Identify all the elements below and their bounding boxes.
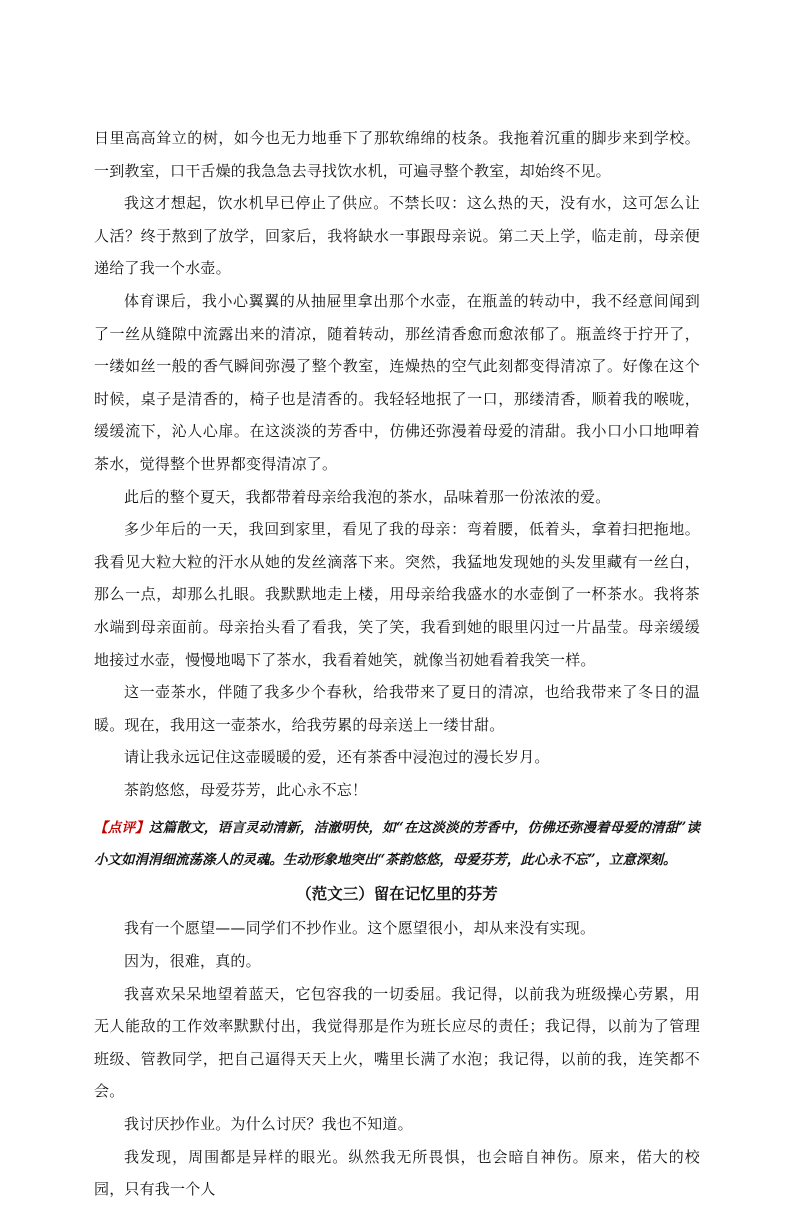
paragraph: 因为，很难，真的。 xyxy=(124,952,261,971)
paragraph: 我喜欢呆呆地望着蓝天，它包容我的一切委屈。我记得，以前我为班级操心劳累，用无人能敌的工作效率默默付出，我觉得那是作为班长应尽的责任；我记得，以前为了管理班级、管教同学，把自己逼得天天上火，嘴里长满了水泡；我记得，以前的我，连笑都不会。 xyxy=(94,984,700,1101)
paragraph: 日里高高耸立的树，如今也无力地垂下了那软绵绵的枝条。我拖着沉重的脚步来到学校。一到教室，口干舌燥的我急急去寻找饮水机，可遍寻整个教室，却始终不见。 xyxy=(94,129,700,180)
commentary-text: 这篇散文，语言灵动清新，洁澈明快，如“在这淡淡的芳香中，仿佛还弥漫着母爱的清甜”读小文如涓涓细流荡涤人的灵魂。生动形象地突出“茶韵悠悠，母爱芬芳，此心永不忘”，立意深刻。 xyxy=(94,820,700,869)
commentary-tag: 【点评】 xyxy=(94,820,149,837)
paragraph: 此后的整个夏天，我都带着母亲给我泡的茶水，品味着那一份浓浓的爱。 xyxy=(124,487,611,506)
section-title: （范文三）留在记忆里的芬芳 xyxy=(296,885,498,904)
commentary xyxy=(94,812,700,876)
paragraph: 我这才想起，饮水机早已停止了供应。不禁长叹：这么热的天，没有水，这可怎么让人活？终于熬到了放学，回家后，我将缺水一事跟母亲说。第二天上学，临走前，母亲便递给了我一个水壶。 xyxy=(94,194,700,278)
paragraph: 我发现，周围都是异样的眼光。纵然我无所畏惧，也会暗自神伤。原来，偌大的校园，只有我一个人 xyxy=(94,1147,700,1199)
paragraph: 体育课后，我小心翼翼的从抽屉里拿出那个水壶，在瓶盖的转动中，我不经意间闻到了一丝从缝隙中流露出来的清凉，随着转动，那丝清香愈而愈浓郁了。瓶盖终于拧开了，一缕如丝一般的香气瞬间弥漫了整个教室，连燥热的空气此刻都变得清凉了。好像在这个时候，桌子是清香的，椅子也是清香的。我轻轻地抿了一口，那缕清香，顺着我的喉咙，缓缓流下，沁人心扉。在这淡淡的芳香中，仿佛还弥漫着母爱的清甜。我小口小口地呷着茶水，觉得整个世界都变得清凉了。 xyxy=(94,291,700,473)
paragraph: 多少年后的一天，我回到家里，看见了我的母亲：弯着腰，低着头，拿着扫把拖地。我看见大粒大粒的汗水从她的发丝滴落下来。突然，我猛地发现她的头发里藏有一丝白，那么一点，却那么扎眼。我默默地走上楼，用母亲给我盛水的水壶倒了一杯茶水。我将茶水端到母亲面前。母亲抬头看了看我，笑了笑，我看到她的眼里闪过一片晶莹。母亲缓缓地接过水壶，慢慢地喝下了茶水，我看着她笑，就像当初她看着我笑一样。 xyxy=(94,520,700,669)
paragraph: 这一壶茶水，伴随了我多少个春秋，给我带来了夏日的清凉，也给我带来了冬日的温暖。现在，我用这一壶茶水，给我劳累的母亲送上一缕甘甜。 xyxy=(94,683,700,734)
paragraph: 我讨厌抄作业。为什么讨厌？我也不知道。 xyxy=(124,1115,413,1134)
paragraph: 茶韵悠悠，母爱芬芳，此心永不忘！ xyxy=(124,780,368,799)
paragraph: 我有一个愿望——同学们不抄作业。这个愿望很小，却从来没有实现。 xyxy=(124,919,596,938)
paragraph: 请让我永远记住这壶暖暖的爱，还有茶香中浸泡过的漫长岁月。 xyxy=(124,748,550,767)
